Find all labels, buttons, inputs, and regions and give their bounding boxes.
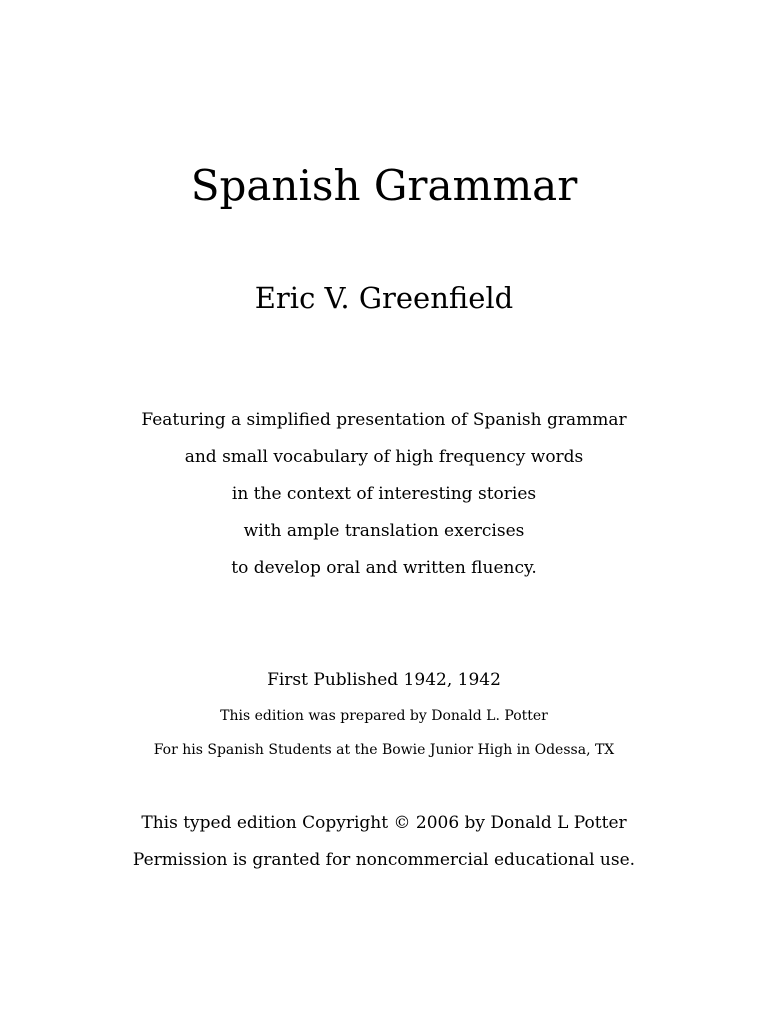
document-title: Spanish Grammar: [190, 161, 578, 210]
description-line-1: Featuring a simplified presentation of Spanish grammar: [141, 410, 627, 430]
publication-edition-note: This edition was prepared by Donald L. Potter: [220, 708, 548, 724]
publication-students-note: For his Spanish Students at the Bowie Junior High in Odessa, TX: [153, 742, 615, 758]
document-author: Eric V. Greenfield: [254, 281, 514, 315]
publication-first-published: First Published 1942, 1942: [267, 670, 501, 690]
description-line-3: in the context of interesting stories: [231, 484, 537, 504]
copyright-line: This typed edition Copyright © 2006 by Donald L Potter: [141, 813, 627, 833]
description-line-5: to develop oral and written fluency.: [231, 558, 537, 578]
description-line-4: with ample translation exercises: [243, 521, 525, 541]
permission-line: Permission is granted for noncommercial educational use.: [132, 850, 636, 870]
description-line-2: and small vocabulary of high frequency words: [184, 447, 584, 467]
